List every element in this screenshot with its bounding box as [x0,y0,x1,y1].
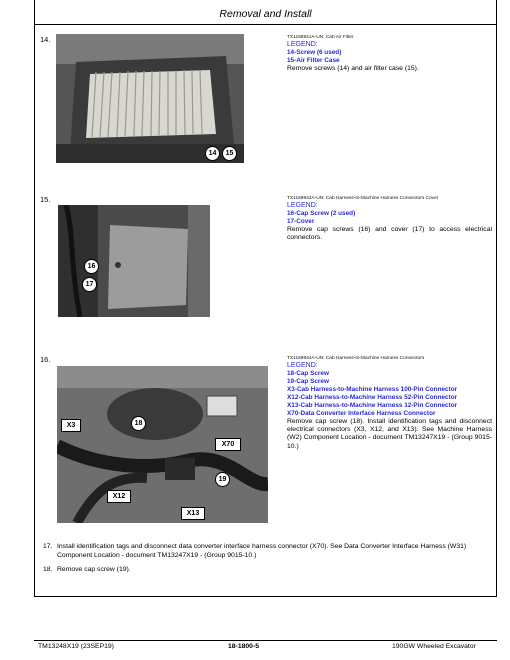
figure-id: TX1158944A-UN: Cab Harness-to-Machine Harness Connectors [287,356,425,361]
legend-item: 19-Cap Screw [287,378,329,385]
step-15-photo [58,205,210,317]
legend-label: LEGEND: [287,362,318,369]
legend-item: X70-Data Converter Interface Harness Connector [287,410,436,417]
step-16-number: 16. [40,355,51,364]
footer-machine-name: 190GW Wheeled Excavator [392,643,476,650]
step-17 [43,543,493,560]
footer-divider [34,640,497,641]
legend-item: 17-Cover [287,218,315,225]
step-18-number: 18. [43,566,53,573]
callout-14: 14 [205,146,220,161]
step-14-photo [56,34,244,163]
callout-16: 16 [84,259,99,274]
legend-label: LEGEND: [287,202,318,209]
step-17-text: Install identification tags and disconnect data converter interface harness connector (X70). See Data Converter Interface Harness (W31) Component Location - document TM13247X19 - (Group 9015-10.) [57,543,467,559]
figure-id: TX1158941A-UN: Cab Air Filter [287,35,354,40]
legend-item: X13-Cab Harness-to-Machine Harness 12-Pin Connector [287,402,458,409]
header-divider [34,24,497,25]
step-17-number: 17. [43,543,53,550]
step-15-number: 15. [40,195,51,204]
callout-x13: X13 [181,507,205,520]
step-instruction: Remove cap screws (16) and cover (17) to access electrical connectors. [287,226,492,242]
callout-x12: X12 [107,490,131,503]
step-15-caption [287,196,492,242]
legend-label: LEGEND: [287,41,318,48]
legend-item: X12-Cab Harness-to-Machine Harness 52-Pin Connector [287,394,458,401]
step-14-caption [287,35,492,73]
legend-item: X3-Cab Harness-to-Machine Harness 100-Pin Connector [287,386,458,393]
callout-17: 17 [82,277,97,292]
callout-x70: X70 [215,438,241,451]
callout-19: 19 [215,472,230,487]
footer-document-id: TM13248X19 (23SEP19) [38,643,114,650]
step-16-photo [57,366,268,523]
step-16-caption [287,356,492,451]
page-header-title: Removal and Install [219,8,312,20]
legend-item: 16-Cap Screw (2 used) [287,210,356,217]
step-instruction: Remove cap screw (18). Install identification tags and disconnect electrical connectors (X3, X12, and X13). See Machine Harness (W2) Component Location - document TM13247X19 - (Group 9015-10.) [287,418,492,450]
footer-page-number: 18-1800-5 [228,643,259,650]
callout-18: 18 [131,416,146,431]
legend-item: 14-Screw (6 used) [287,49,342,56]
callout-x3: X3 [61,419,81,432]
figure-id: TX1158943A-UN: Cab Harness-to-Machine Harness Connectors Cover [287,196,439,201]
legend-item: 18-Cap Screw [287,370,329,377]
callout-15: 15 [222,146,237,161]
step-18-text: Remove cap screw (19). [57,566,131,573]
step-instruction: Remove screws (14) and air filter case (15). [287,65,419,72]
legend-item: 15-Air Filter Case [287,57,340,64]
step-18 [43,566,493,575]
step-14-number: 14. [40,35,51,44]
